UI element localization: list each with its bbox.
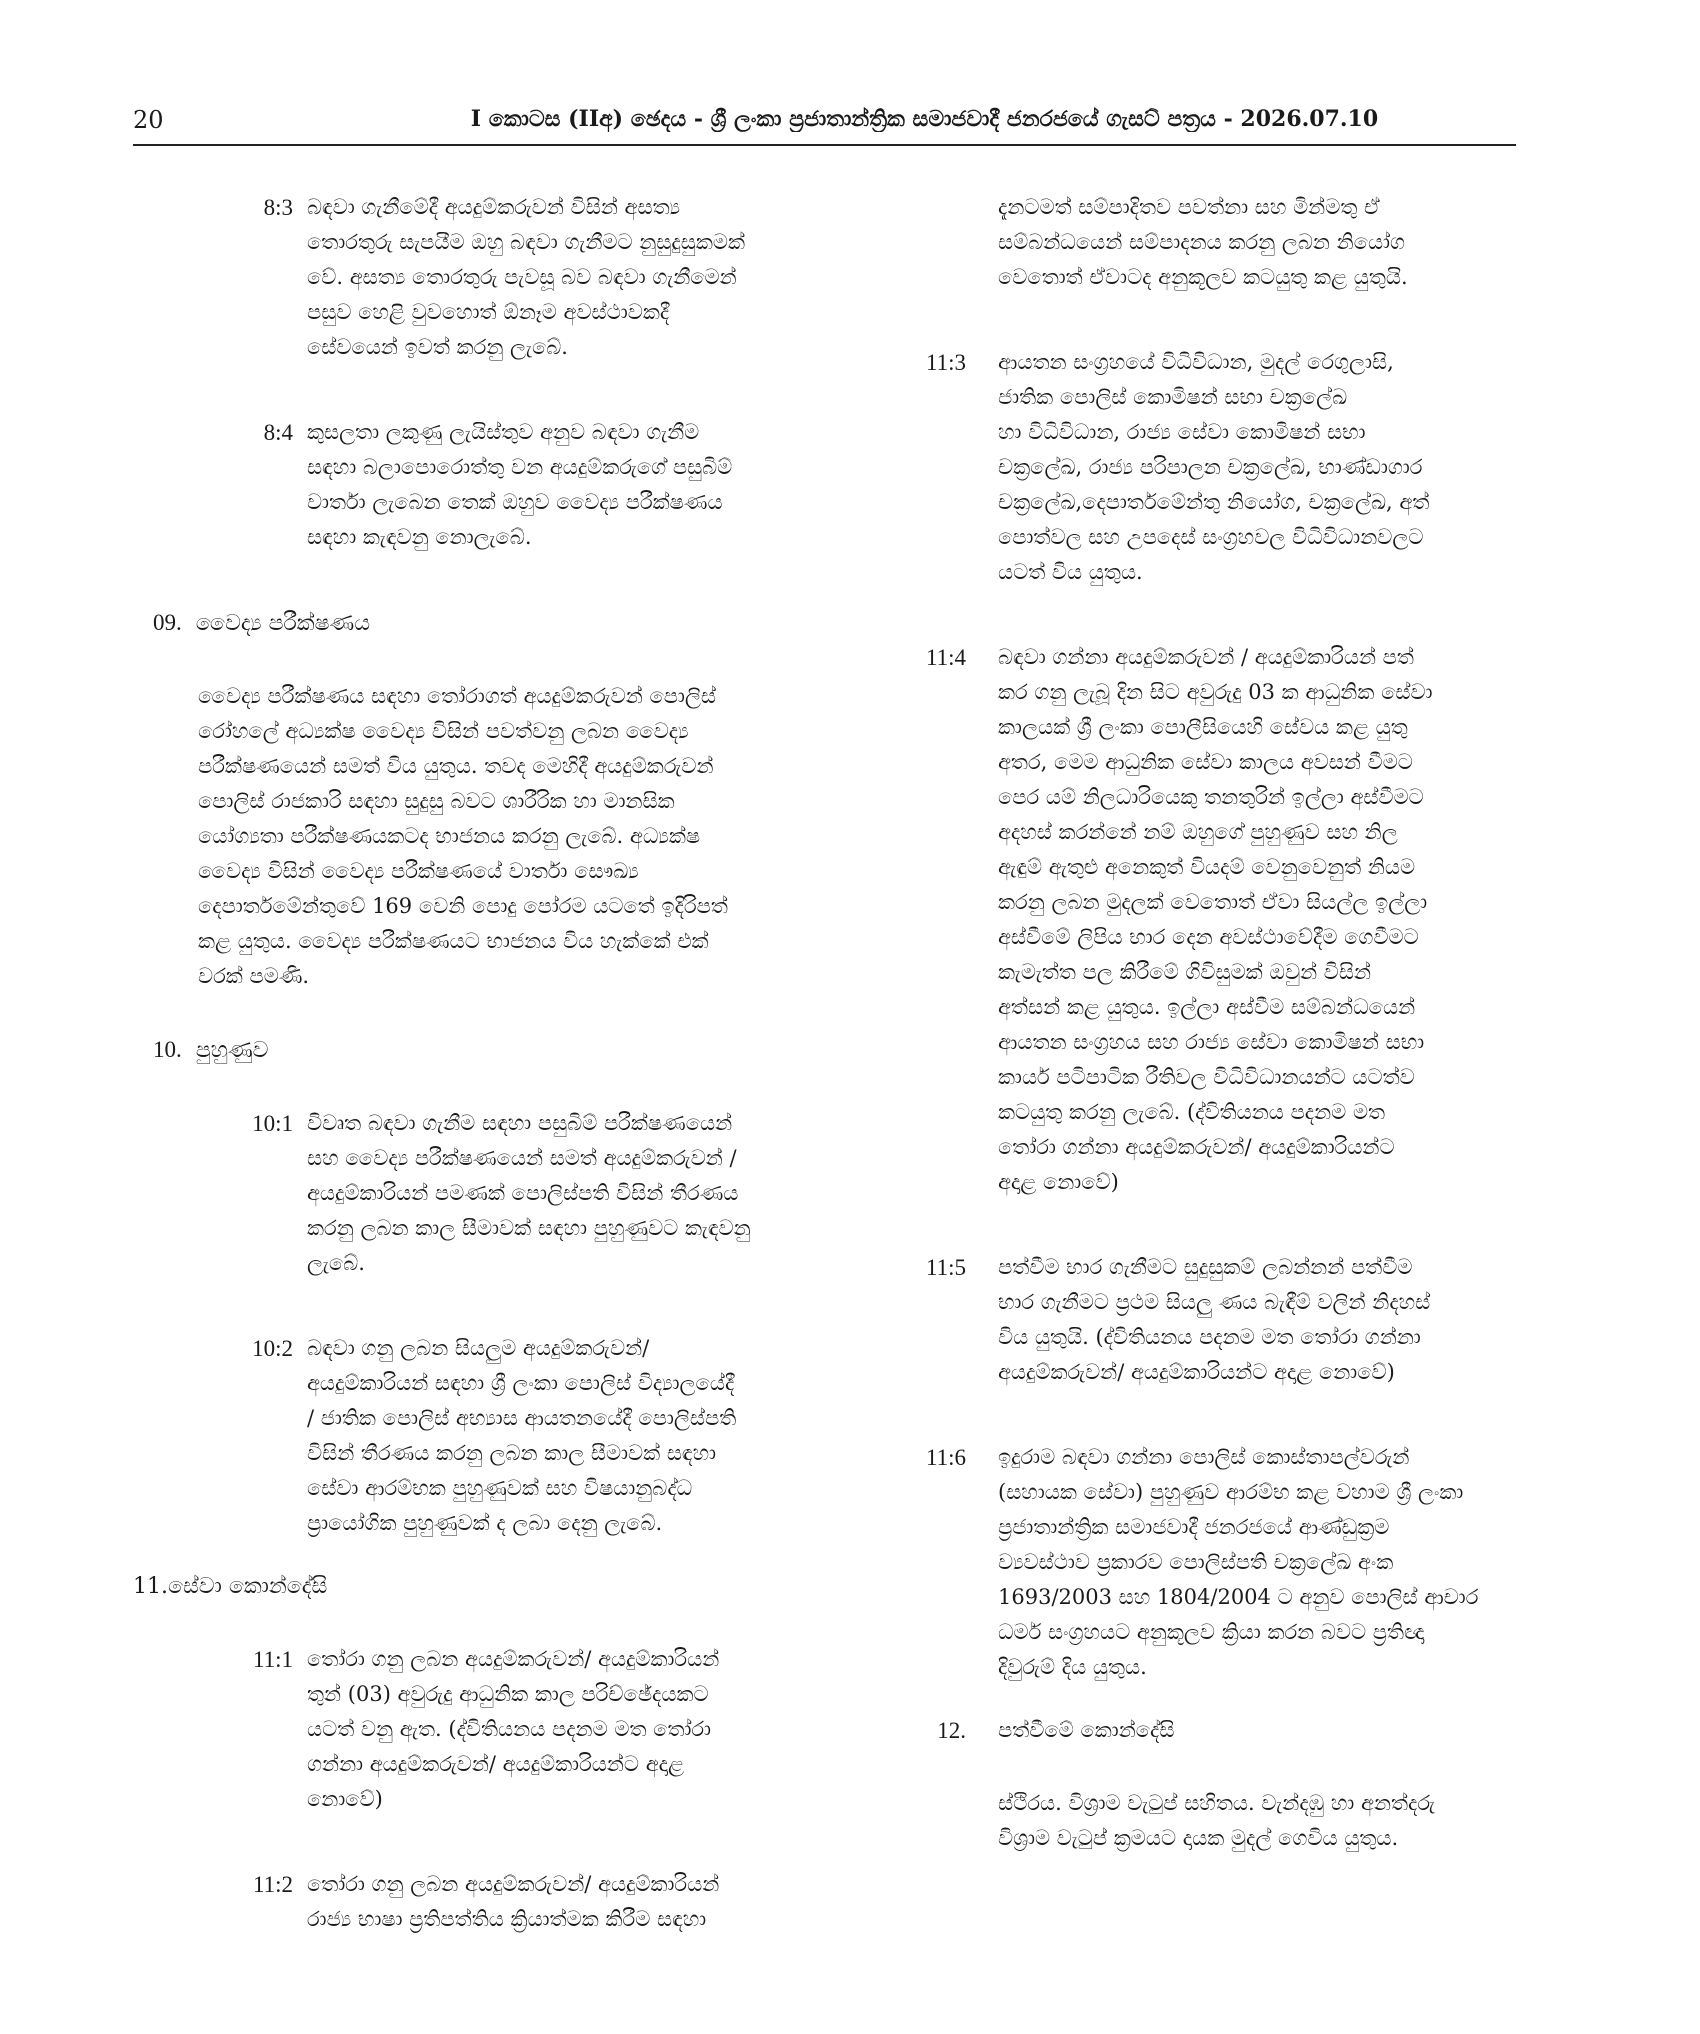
text-line: / ජාතික පොලිස් අභ්‍යාස ආයතනයේදී පොලිස්පති: [307, 1406, 737, 1430]
text-line: ආයතන සංග්‍රහයේ විධිවිධාන, මුදල් රෙගුලාසි,: [998, 350, 1394, 374]
section-title: පුහුණුව: [195, 1038, 269, 1063]
text-line: කාලයක් ශ්‍රී ලංකා පොලීසියෙහි සේවය කළ යුතු: [998, 715, 1408, 739]
clause-11-3: [923, 345, 1523, 590]
text-line: අස්වීමේ ලිපිය භාර දෙන අවස්ථාවේදීම ගෙවීමට: [998, 925, 1419, 949]
section-09-body: [198, 679, 818, 994]
clause-number: 10:1: [252, 1111, 293, 1136]
section-heading-11: [133, 1569, 813, 1604]
section-title: පත්වීමේ කොන්දේසි: [998, 1718, 1175, 1742]
text-line: චක්‍රලේඛ, රාජ්‍ය පරිපාලන චක්‍රලේඛ, භාණ්ඩාගාර: [998, 455, 1423, 479]
text-line: ගන්නා අයදුම්කරුවන්/ අයදුම්කාරියන්ට අදාළ: [307, 1752, 684, 1776]
clause-number: 11:5: [925, 1255, 966, 1280]
clause-11-2: [133, 1867, 813, 1937]
clause-11-2-continued: [923, 190, 1523, 295]
text-line: තෝරා ගනු ලබන අයදුම්කරුවන්/ අයදුම්කාරියන්: [307, 1872, 720, 1896]
text-line: විවෘත බඳවා ගැනීම සඳහා පසුබිම් පරීක්ෂණයෙන්: [307, 1111, 733, 1135]
text-line: කුසලතා ලකුණු ලැයිස්තුව අනුව බඳවා ගැනීම: [307, 420, 700, 444]
clause-8-3: [133, 190, 813, 365]
text-line: දැනටමත් සම්පාදිතව පවත්නා සහ මින්මතු ඒ: [998, 195, 1380, 219]
text-line: යටත් විය යුතුය.: [998, 560, 1143, 584]
page-header: [133, 100, 1516, 146]
clause-number: 11:4: [925, 645, 966, 670]
text-line: තොරතුරු සැපයීම ඔහු බඳවා ගැනීමට නුසුදුසුකමක්: [307, 230, 746, 254]
text-line: කර ගනු ලැබූ දින සිට අවුරුදු 03 ක ආධුනික සේවා: [998, 680, 1433, 704]
text-line: භාර ගැනීමට ප්‍රථම සියලු ණය බැඳීම් වලින් නිදහස්: [998, 1290, 1431, 1314]
section-number: 09.: [153, 610, 182, 635]
text-line: සඳහා කැඳවනු නොලැබේ.: [307, 525, 532, 549]
text-line: වෛද්‍ය පරීක්ෂණය සඳහා තෝරාගත් අයදුම්කරුවන් පොලිස්: [198, 684, 717, 708]
text-line: වෛද්‍ය විසින් වෛද්‍ය පරීක්ෂණයේ වාර්තා සෞඛ්‍ය: [198, 859, 639, 883]
section-number: 12.: [937, 1718, 966, 1743]
clause-number: 11:1: [252, 1647, 293, 1672]
text-line: දෙපාර්තමේන්තුවේ 169 වෙනි පොදු පෝරම යටතේ ඉදිරිපත්: [198, 894, 728, 918]
text-line: පරීක්ෂණයෙන් සමත් විය යුතුය. තවද මෙහිදී අයදුම්කරුවන්: [198, 754, 714, 778]
text-line: තෝරා ගන්නා අයදුම්කරුවන්/ අයදුම්කාරියන්ට: [998, 1135, 1395, 1159]
section-heading-12: [923, 1713, 1523, 1748]
text-line: ධර්ම සංග්‍රහයට අනුකූලව ක්‍රියා කරන බවට ප්‍රතිඥා: [998, 1620, 1425, 1644]
text-line: විශ්‍රාම වැටුප් ක්‍රමයට දායක මුදල් ගෙවිය යුතුය.: [998, 1826, 1399, 1850]
section-heading-10: [153, 1032, 813, 1068]
text-line: හා විධිවිධාන, රාජ්‍ය සේවා කොමිෂන් සභා: [998, 420, 1366, 444]
text-line: යෝග්‍යතා පරීක්ෂණයකටද භාජනය කරනු ලැබේ. අධ්‍යක්ෂ: [198, 824, 701, 848]
text-line: යටත් වනු ඇත. (ද්විතියනය පදනම මත තෝරා: [307, 1717, 712, 1741]
section-heading-09: [153, 605, 813, 641]
text-line: චක්‍රලේඛ,දෙපාර්තමේන්තු නියෝග, චක්‍රලේඛ, අත්: [998, 490, 1430, 514]
text-line: ව්‍යවස්ථාව ප්‍රකාරව පොලිස්පති චක්‍රලේඛ අංක: [998, 1550, 1394, 1574]
text-line: තෝරා ගනු ලබන අයදුම්කරුවන්/ අයදුම්කාරියන්: [307, 1647, 720, 1671]
text-line: පොලිස් රාජකාරි සඳහා සුදුසු බවට ශාරීරික හා මානසික: [198, 789, 675, 813]
text-line: කරනු ලබන කාල සීමාවක් සඳහා පුහුණුවට කැඳවනු: [307, 1216, 751, 1240]
text-line: කැමැත්ත පල කිරීමේ ගිවිසුමක් ඔවුන් විසින්: [998, 960, 1372, 984]
clause-11-5: [923, 1250, 1523, 1390]
text-line: ඇඳුම් ඇතුළු අනෙකුත් වියදම් වෙනුවෙනුත් නියම: [998, 855, 1416, 879]
section-title: වෛද්‍ය පරීක්ෂණය: [195, 611, 371, 636]
text-line: අත්සන් කළ යුතුය. ඉල්ලා අස්වීම සම්බන්ධයෙන්: [998, 995, 1416, 1019]
clause-11-4: [923, 640, 1523, 1200]
text-line: වේ. අසත්‍ය තොරතුරු පැවසූ බව බඳවා ගැනීමෙන්: [307, 265, 737, 289]
text-line: කරනු ලබන මුදලක් වෙතොත් ඒවා සියල්ල ඉල්ලා: [998, 890, 1428, 914]
clause-8-4: [133, 415, 813, 555]
text-line: පත්වීම භාර ගැනීමට සුදුසුකම් ලබන්නන් පත්වීම: [998, 1255, 1413, 1279]
text-line: ආයතන සංග්‍රහය සහ රාජ්‍ය සේවා කොමිෂන් සභා: [998, 1030, 1425, 1054]
text-line: අයදුම්කාරියන් පමණක් පොලිස්පති විසින් තීරණය: [307, 1181, 739, 1205]
right-column: [923, 190, 1523, 1856]
text-line: පොත්වල සහ උපදෙස් සංග්‍රහවල විධිවිධානවලට: [998, 525, 1424, 549]
text-line: අයදුම්කාරියන් සඳහා ශ්‍රී ලංකා පොලිස් විද්‍යාලයේදී: [307, 1371, 735, 1395]
clause-10-1: [133, 1106, 813, 1281]
clause-number: 11:3: [925, 350, 966, 375]
text-line: බඳවා ගන්නා අයදුම්කරුවන් / අයදුම්කාරියන් පත්: [998, 645, 1414, 669]
text-line: බඳවා ගැනීමේදී අයදුම්කරුවන් විසින් අසත්‍ය: [307, 195, 681, 219]
clause-11-6: [923, 1440, 1523, 1685]
text-line: සඳහා බලාපොරොත්තු වන අයදුම්කරුගේ පසුබිම්: [307, 455, 733, 479]
text-line: අදාළ නොවේ): [998, 1170, 1119, 1194]
text-line: ජාතික පොලිස් කොමිෂන් සභා චක්‍රලේඛ: [998, 385, 1348, 409]
text-line: ඉදුරාම බඳවා ගන්නා පොලිස් කොස්තාපල්වරුන්: [998, 1445, 1410, 1469]
clause-number: 10:2: [252, 1336, 293, 1361]
left-column: [133, 190, 813, 1937]
text-line: පෙර යම් නිලධාරියෙකු තනතුරින් ඉල්ලා අස්වීමට: [998, 785, 1424, 809]
text-line: සේවයෙන් ඉවත් කරනු ලැබේ.: [307, 335, 568, 359]
text-line: කළ යුතුය. වෛද්‍ය පරීක්ෂණයට භාජනය විය හැක්කේ එක්: [198, 929, 709, 953]
text-line: (සහායක සේවා) පුහුණුව ආරම්භ කළ වහාම ශ්‍රී ලංකා: [998, 1480, 1464, 1504]
text-line: ප්‍රජාතාන්ත්‍රික සමාජවාදී ජනරජයේ ආණ්ඩුක්‍රම: [998, 1515, 1390, 1539]
text-line: වාර්තා ලැබෙන තෙක් ඔහුව වෛද්‍ය පරීක්ෂණය: [307, 490, 723, 514]
clause-number: 8:3: [263, 195, 293, 220]
section-title: 11.සේවා කොන්දේසි: [133, 1574, 328, 1599]
text-line: අයදුම්කරුවන්/ අයදුම්කාරියන්ට අදාළ නොවේ): [998, 1360, 1395, 1384]
text-line: දිවුරුම් දිය යුතුය.: [998, 1655, 1147, 1679]
text-line: සහ වෛද්‍ය පරීක්ෂණයෙන් සමත් අයදුම්කරුවන් /: [307, 1146, 737, 1170]
text-line: සේවා ආරම්භක පුහුණුවක් සහ විෂයානුබද්ධ: [307, 1476, 693, 1500]
text-line: ස්ථිරය. විශ්‍රාම වැටුප් සහිතය. වැන්දඹු හා අනත්දරු: [998, 1791, 1435, 1815]
text-line: රෝහලේ අධ්‍යක්ෂ වෛද්‍ය විසින් පවත්වනු ලබන වෛද්‍ය: [198, 719, 689, 743]
clause-number: 11:6: [925, 1445, 966, 1470]
text-line: තුන් (03) අවුරුදු ආධුනික කාල පරිච්ඡේදයකට: [307, 1682, 709, 1706]
text-line: නොවේ): [307, 1787, 383, 1811]
gazette-title: I කොටස (IIඅ) ඡෙදය - ශ්‍රී ලංකා ප්‍රජාතාන්ත්‍රික සමාජවාදී ජනරජයේ ගැසට් පත්‍රය - 2026.07.10: [470, 106, 1379, 132]
section-12-body: [923, 1786, 1523, 1856]
text-line: සම්බන්ධයෙන් සම්පාදනය කරනු ලබන නියෝග: [998, 230, 1406, 254]
clause-11-1: [133, 1642, 813, 1817]
text-line: බඳවා ගනු ලබන සියලුම අයදුම්කරුවන්/: [307, 1336, 650, 1360]
text-line: රාජ්‍ය භාෂා ප්‍රතිපත්තිය ක්‍රියාත්මක කිරීම සඳහා: [307, 1907, 707, 1931]
page-number: 20: [133, 106, 164, 134]
text-line: අතර, මෙම ආධුනික සේවා කාලය අවසන් වීමට: [998, 750, 1413, 774]
clause-number: 8:4: [263, 420, 293, 445]
clause-10-2: [133, 1331, 813, 1541]
text-line: කාර්ය පටිපාටික රීතිවල විධිවිධානයන්ට යටත්ව: [998, 1065, 1415, 1089]
text-line: අදහස් කරන්නේ නම් ඔහුගේ පුහුණුව සහ නිල: [998, 820, 1398, 844]
text-line: 1693/2003 සහ 1804/2004 ට අනුව පොලිස් ආචාර: [998, 1585, 1479, 1609]
text-line: ලැබේ.: [307, 1251, 365, 1275]
text-line: පසුව හෙළි වුවහොත් ඕනෑම අවස්ථාවකදී: [307, 300, 670, 324]
text-line: විසින් තීරණය කරනු ලබන කාල සීමාවක් සඳහා: [307, 1441, 717, 1465]
text-line: විය යුතුයි. (ද්විතියනය පදනම මත තෝරා ගන්නා: [998, 1325, 1421, 1349]
text-line: වරක් පමණි.: [198, 964, 310, 988]
text-line: ප්‍රායෝගික පුහුණුවක් ද ලබා දෙනු ලැබේ.: [307, 1511, 663, 1535]
section-number: 10.: [153, 1037, 182, 1062]
text-line: කටයුතු කරනු ලැබේ. (ද්විතියනය පදනම මත: [998, 1100, 1386, 1124]
text-line: වෙතොත් ඒවාටද අනුකූලව කටයුතු කළ යුතුයි.: [998, 265, 1408, 289]
clause-number: 11:2: [252, 1872, 293, 1897]
